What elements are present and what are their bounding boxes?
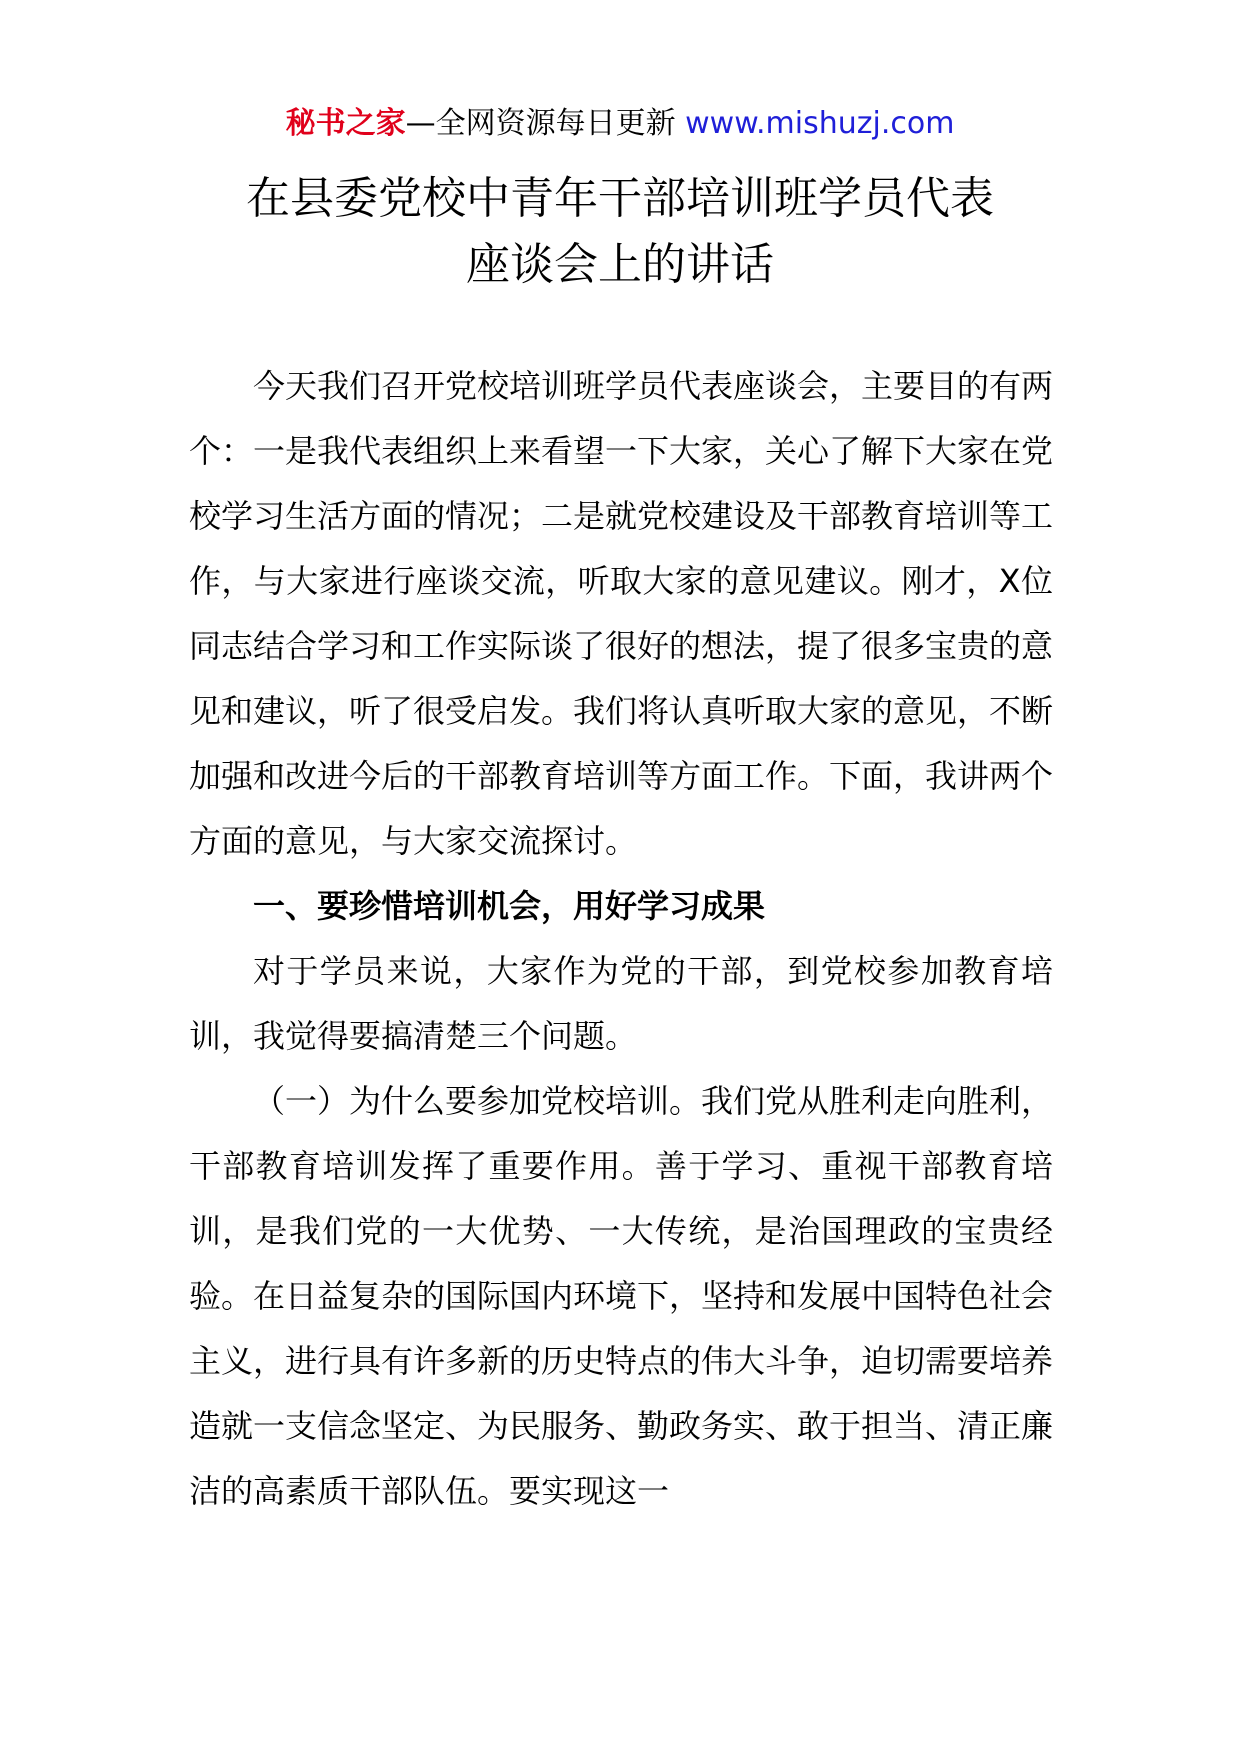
site-url-link[interactable]: www.mishuzj.com <box>685 106 955 141</box>
title-line-2: 座谈会上的讲话 <box>466 239 774 290</box>
paragraph-section-1-intro: 对于学员来说，大家作为党的干部，到党校参加教育培训，我觉得要搞清楚三个问题。 <box>189 952 1053 1055</box>
site-header <box>0 104 1240 144</box>
title-line-1: 在县委党校中青年干部培训班学员代表 <box>246 173 994 224</box>
site-tagline: —全网资源每日更新 <box>405 106 676 141</box>
section-heading-1: 一、要珍惜培训机会，用好学习成果 <box>253 887 766 925</box>
paragraph-subsection-1: （一）为什么要参加党校培训。我们党从胜利走向胜利，干部教育培训发挥了重要作用。善于学习、重视干部教育培训，是我们党的一大优势、一大传统，是治国理政的宝贵经验。在日益复杂的国际国内环境下，坚持和发展中国特色社会主义，进行具有许多新的历史特点的伟大斗争，迫切需要培养造就一支信念坚定、为民服务、勤政务实、敢于担当、清正廉洁的高素质干部队伍。要实现这一 <box>189 1082 1054 1510</box>
paragraph-intro: 今天我们召开党校培训班学员代表座谈会，主要目的有两个：一是我代表组织上来看望一下大家，关心了解下大家在党校学习生活方面的情况；二是就党校建设及干部教育培训等工作，与大家进行座谈交流，听取大家的意见建议。刚才，X位同志结合学习和工作实际谈了很好的想法，提了很多宝贵的意见和建议，听了很受启发。我们将认真听取大家的意见，不断加强和改进今后的干部教育培训等方面工作。下面，我讲两个方面的意见，与大家交流探讨。 <box>189 367 1054 860</box>
document-body <box>189 354 1053 1524</box>
site-brand: 秘书之家 <box>285 106 406 141</box>
document-title <box>0 166 1240 298</box>
